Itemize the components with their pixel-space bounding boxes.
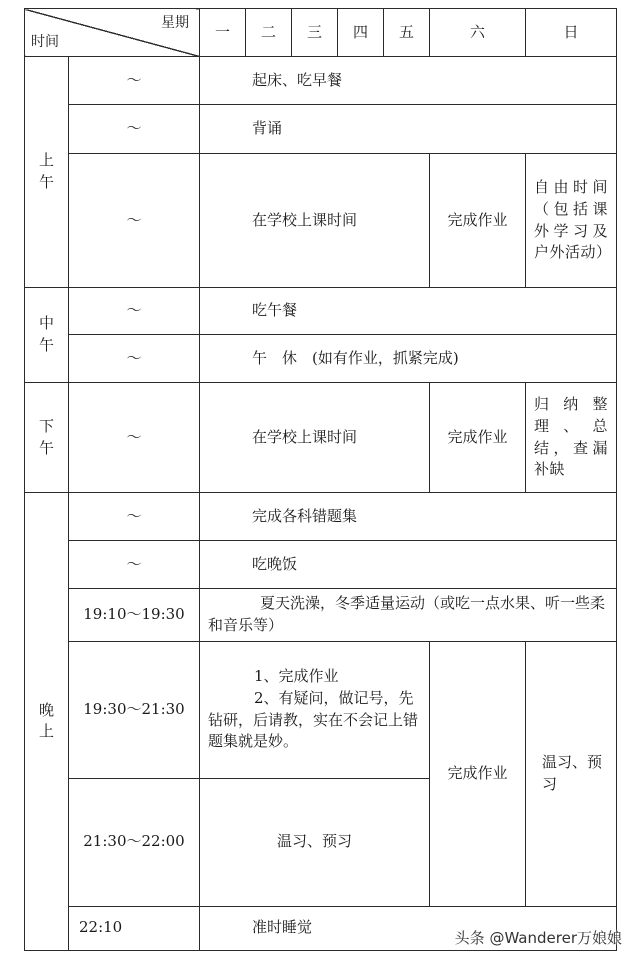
period-afternoon: 下午 bbox=[25, 383, 69, 493]
sunday-cell: 自由时间（包括课外学习及户外活动） bbox=[526, 154, 617, 288]
schedule-row bbox=[25, 335, 617, 383]
header-row bbox=[25, 9, 617, 57]
time-cell: ～ bbox=[69, 541, 200, 589]
sunday-cell: 温习、预习 bbox=[526, 641, 617, 906]
activity-line-1: 1、完成作业 bbox=[254, 667, 339, 685]
day-header-fri: 五 bbox=[384, 9, 430, 57]
time-cell: ～ bbox=[69, 493, 200, 541]
time-cell: ～ bbox=[69, 335, 200, 383]
weekly-schedule-table bbox=[24, 8, 617, 951]
day-header-mon: 一 bbox=[200, 9, 246, 57]
schedule-row bbox=[25, 57, 617, 105]
saturday-cell: 完成作业 bbox=[430, 383, 526, 493]
time-cell: 19:30～21:30 bbox=[69, 641, 200, 778]
activity-cell: 背诵 bbox=[200, 105, 617, 154]
activity-cell: 在学校上课时间 bbox=[200, 154, 430, 288]
time-cell: ～ bbox=[69, 154, 200, 288]
activity-cell: 吃晚饭 bbox=[200, 541, 617, 589]
day-header-wed: 三 bbox=[292, 9, 338, 57]
schedule-row bbox=[25, 589, 617, 642]
day-header-tue: 二 bbox=[246, 9, 292, 57]
schedule-row bbox=[25, 541, 617, 589]
period-morning: 上午 bbox=[25, 57, 69, 288]
day-header-sun: 日 bbox=[526, 9, 617, 57]
activity-cell: 午 休 (如有作业，抓紧完成) bbox=[200, 335, 617, 383]
time-cell: ～ bbox=[69, 383, 200, 493]
time-cell: ～ bbox=[69, 105, 200, 154]
week-label: 星期 bbox=[161, 15, 189, 31]
activity-cell: 温习、预习 bbox=[200, 778, 430, 906]
schedule-row bbox=[25, 641, 617, 778]
activity-cell: 吃午餐 bbox=[200, 288, 617, 335]
sunday-cell: 归纳整理、总结，查漏补缺 bbox=[526, 383, 617, 493]
time-label: 时间 bbox=[31, 33, 59, 50]
schedule-row bbox=[25, 288, 617, 335]
activity-list-cell bbox=[200, 641, 430, 778]
saturday-cell: 完成作业 bbox=[430, 154, 526, 288]
period-evening: 晚上 bbox=[25, 493, 69, 951]
activity-cell: 在学校上课时间 bbox=[200, 383, 430, 493]
corner-header-cell bbox=[25, 9, 200, 57]
schedule-row bbox=[25, 493, 617, 541]
time-cell: ～ bbox=[69, 57, 200, 105]
watermark: 头条 @Wanderer万娘娘 bbox=[454, 929, 622, 947]
period-noon: 中午 bbox=[25, 288, 69, 383]
schedule-row bbox=[25, 154, 617, 288]
day-header-sat: 六 bbox=[430, 9, 526, 57]
time-cell: 22:10 bbox=[69, 906, 200, 950]
schedule-row bbox=[25, 105, 617, 154]
time-cell: 19:10～19:30 bbox=[69, 589, 200, 642]
activity-cell: 准时睡觉 bbox=[200, 906, 617, 950]
schedule-row bbox=[25, 383, 617, 493]
activity-line-2: 2、有疑问，做记号，先钻研，后请教，实在不会记上错题集就是妙。 bbox=[208, 688, 419, 751]
day-header-thu: 四 bbox=[338, 9, 384, 57]
activity-cell: 夏天洗澡，冬季适量运动（或吃一点水果、听一些柔和音乐等） bbox=[200, 589, 617, 642]
activity-cell: 完成各科错题集 bbox=[200, 493, 617, 541]
activity-cell: 起床、吃早餐 bbox=[200, 57, 617, 105]
time-cell: ～ bbox=[69, 288, 200, 335]
saturday-cell: 完成作业 bbox=[430, 641, 526, 906]
time-cell: 21:30～22:00 bbox=[69, 778, 200, 906]
